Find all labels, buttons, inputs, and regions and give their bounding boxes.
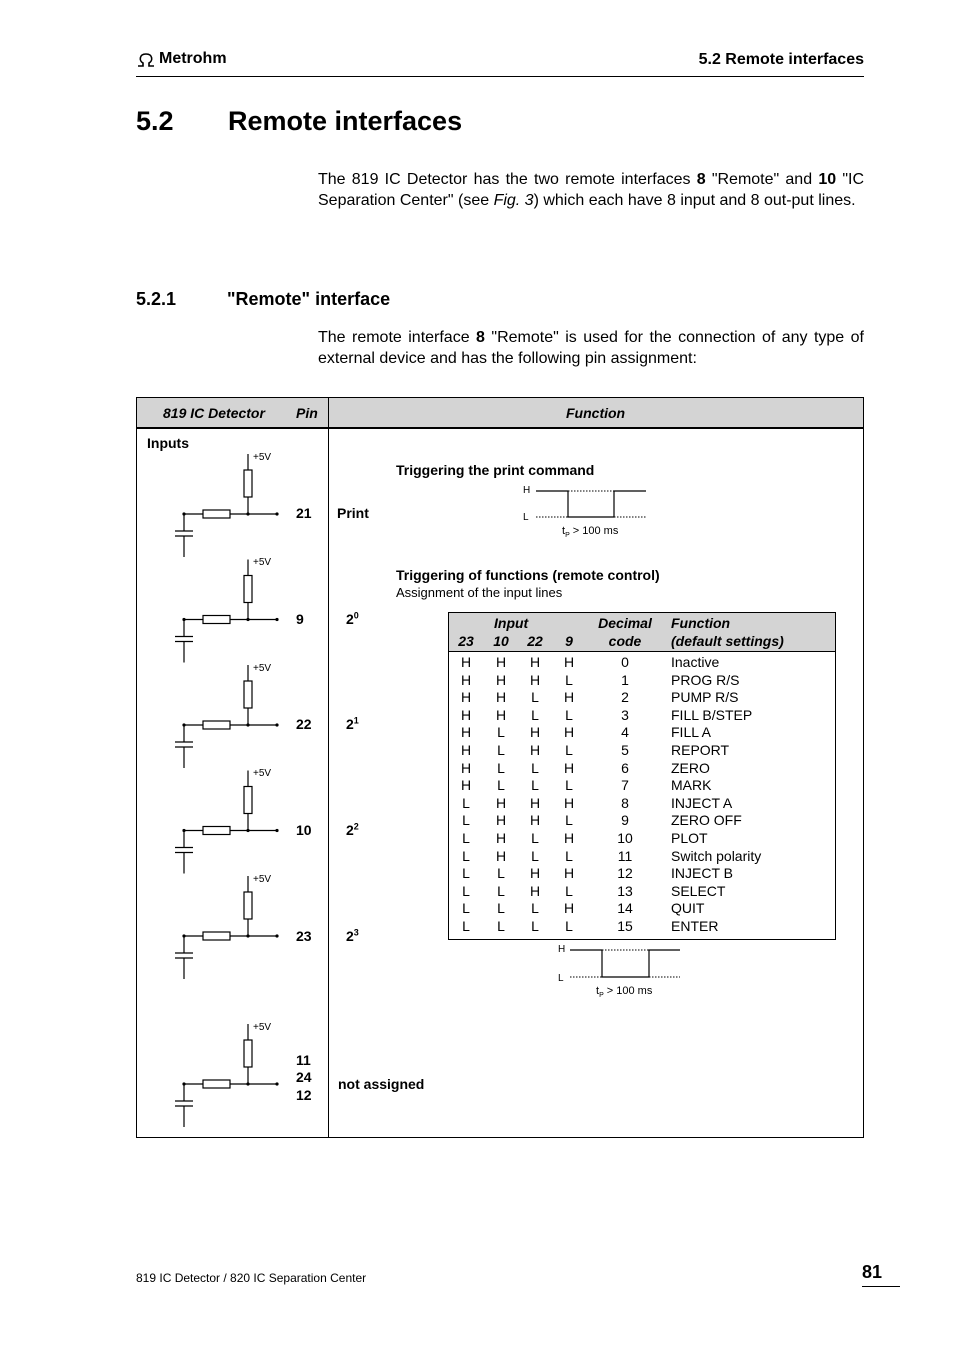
- function-name: PLOT: [671, 830, 708, 846]
- sub-text-2: "Remote" is used for the connection of any type of external device and has the following pin assignment:: [318, 329, 864, 367]
- bit-level: L: [531, 847, 539, 864]
- bit-level: H: [563, 759, 575, 776]
- function-name: FILL B/STEP: [671, 706, 753, 723]
- bit-exponent: 1: [353, 715, 359, 726]
- code-row: [449, 795, 835, 813]
- hdr-code: code: [608, 633, 642, 649]
- function-name: PROG R/S: [671, 671, 740, 688]
- function-name: INJECT A: [671, 794, 733, 811]
- bit-level: L: [462, 900, 470, 917]
- bit-level: H: [563, 724, 575, 741]
- pulse-t-rest: > 100 ms: [569, 525, 619, 537]
- function-name: INJECT B: [671, 865, 733, 882]
- pulse-t: t: [562, 525, 566, 537]
- bit-level: H: [460, 777, 472, 794]
- col-pin: Pin: [296, 405, 318, 421]
- page-number-rule: [862, 1286, 900, 1287]
- bit-level: L: [497, 918, 505, 934]
- bit-level: H: [495, 654, 507, 670]
- bit-level: H: [460, 654, 472, 670]
- bit-level: H: [460, 724, 472, 741]
- bit-level: H: [529, 654, 541, 670]
- code-row: [449, 900, 835, 918]
- bit-level: L: [531, 918, 539, 934]
- bit-level: H: [495, 794, 507, 811]
- inputs-label: Inputs: [147, 435, 189, 451]
- bit-level: H: [529, 865, 541, 882]
- subsection-paragraph: [318, 327, 864, 369]
- decimal-code: 11: [617, 847, 633, 864]
- function-name: REPORT: [671, 742, 730, 758]
- function-name: ZERO OFF: [671, 812, 742, 829]
- bit-level: L: [497, 882, 505, 899]
- bit-level: H: [529, 742, 541, 758]
- bit-level: L: [565, 812, 573, 829]
- pulse-low-label: L: [523, 512, 529, 523]
- pin-number: 24: [296, 1069, 312, 1085]
- pin-number: 22: [296, 716, 312, 732]
- decimal-code: 5: [621, 742, 629, 758]
- intro-fig-ref: Fig. 3: [493, 192, 534, 209]
- intro-bold-8: 8: [696, 171, 706, 188]
- decimal-code: 14: [617, 900, 633, 917]
- code-row: [449, 742, 835, 760]
- bit-level: L: [462, 865, 470, 882]
- supply-label: +5V: [253, 874, 272, 885]
- subsection-text: "Remote" interface: [227, 289, 391, 309]
- bit-level: L: [531, 900, 539, 917]
- bit-level: L: [462, 830, 470, 846]
- pin-number: 23: [296, 928, 312, 944]
- bit-level: L: [565, 671, 573, 688]
- code-row: [449, 777, 835, 795]
- code-row: [449, 689, 835, 707]
- metrohm-omega-icon: [136, 51, 156, 67]
- bit-level: L: [462, 847, 470, 864]
- bit-weight-3: [346, 928, 359, 944]
- pulse-duration: [596, 985, 652, 999]
- bit-level: L: [565, 882, 573, 899]
- bit-weight-2: [346, 822, 359, 838]
- bit-exponent: 3: [353, 927, 359, 938]
- bit-level: L: [565, 777, 573, 794]
- supply-label: +5V: [253, 663, 272, 674]
- brand-logo: [136, 50, 227, 68]
- input-code-header: [449, 613, 835, 652]
- bit-level: L: [565, 706, 573, 723]
- bit-level: H: [563, 654, 575, 670]
- pin-number: 9: [296, 611, 304, 627]
- bit-level: L: [462, 882, 470, 899]
- pulse-duration: [562, 525, 618, 539]
- intro-text-1: The 819 IC Detector has the two remote interfaces: [318, 171, 697, 188]
- code-row: [449, 724, 835, 742]
- code-row: [449, 918, 835, 936]
- bit-level: H: [460, 742, 472, 758]
- bit-level: H: [563, 794, 575, 811]
- pulse-t-sub: P: [599, 992, 604, 1000]
- decimal-code: 7: [621, 777, 629, 794]
- page-number: 81: [862, 1262, 883, 1282]
- bit-level: L: [497, 900, 505, 917]
- bit-base: 2: [346, 822, 354, 838]
- bit-level: H: [460, 689, 472, 706]
- supply-label: +5V: [253, 557, 272, 568]
- intro-bold-10: 10: [818, 171, 837, 188]
- bit-level: H: [529, 724, 541, 741]
- bit-level: H: [495, 671, 507, 688]
- function-name: MARK: [671, 777, 712, 794]
- bit-level: H: [529, 671, 541, 688]
- bit-weight-0: [346, 611, 359, 627]
- intro-text-2: "Remote" and: [705, 171, 819, 188]
- bit-level: H: [495, 812, 507, 829]
- title-number: 5.2: [136, 106, 174, 136]
- bit-level: H: [495, 706, 507, 723]
- code-row: [449, 812, 835, 830]
- pulse-low-label: L: [558, 973, 564, 984]
- pin-number: 12: [296, 1087, 312, 1103]
- code-row: [449, 672, 835, 690]
- function-name: PUMP R/S: [671, 689, 739, 706]
- supply-label: +5V: [253, 452, 272, 463]
- print-pulse-diagram: [536, 486, 650, 522]
- pulse-t-rest: > 100 ms: [603, 985, 653, 997]
- bit-level: H: [563, 830, 575, 846]
- bit-exponent: 0: [353, 610, 359, 621]
- header-rule: [136, 76, 864, 77]
- sub-bold-8: 8: [476, 329, 485, 346]
- function-name: FILL A: [671, 724, 711, 741]
- hdr-bit: 23: [458, 633, 474, 649]
- col-detector: 819 IC Detector: [163, 405, 265, 421]
- decimal-code: 10: [617, 830, 633, 846]
- bit-level: H: [460, 671, 472, 688]
- bit-level: L: [531, 706, 539, 723]
- decimal-code: 1: [621, 671, 629, 688]
- function-name: Switch polarity: [671, 847, 762, 864]
- function-pulse-diagram: [570, 945, 684, 981]
- bit-level: H: [460, 706, 472, 723]
- function-name: Inactive: [671, 654, 720, 670]
- decimal-code: 0: [621, 654, 629, 670]
- decimal-code: 15: [617, 918, 633, 934]
- bit-level: L: [531, 759, 539, 776]
- supply-label: +5V: [253, 1022, 272, 1033]
- pin-number: 11: [296, 1052, 311, 1068]
- bit-level: L: [497, 759, 505, 776]
- intro-text-4: ) which each have 8 input and 8 out-put lines.: [533, 192, 856, 209]
- bit-level: L: [497, 724, 505, 741]
- bit-level: H: [563, 865, 575, 882]
- bit-level: H: [529, 812, 541, 829]
- function-name: ZERO: [671, 759, 710, 776]
- bit-level: L: [565, 742, 573, 758]
- trigger-func-subtitle: Assignment of the input lines: [396, 585, 563, 600]
- bit-level: L: [565, 847, 573, 864]
- bit-level: L: [531, 689, 539, 706]
- decimal-code: 8: [621, 794, 629, 811]
- decimal-code: 2: [621, 689, 629, 706]
- bit-level: H: [563, 900, 575, 917]
- bit-level: L: [462, 794, 470, 811]
- pin-number: 10: [296, 822, 312, 838]
- hdr-input: Input: [494, 615, 529, 631]
- bit-level: L: [497, 865, 505, 882]
- input-circuit-schematic: [137, 440, 327, 1140]
- hdr-default: (default settings): [671, 633, 784, 649]
- sub-text-1: The remote interface: [318, 329, 477, 346]
- running-header: 5.2 Remote interfaces: [698, 51, 864, 68]
- intro-paragraph: [318, 169, 864, 211]
- hdr-function: Function: [671, 615, 731, 631]
- pulse-high-label: H: [558, 944, 566, 955]
- not-assigned-label: not assigned: [338, 1076, 425, 1092]
- decimal-code: 4: [621, 724, 629, 741]
- bit-level: H: [460, 759, 472, 776]
- input-code-table: [448, 612, 836, 940]
- bit-level: H: [563, 689, 575, 706]
- code-row: [449, 830, 835, 848]
- bit-exponent: 2: [353, 821, 359, 832]
- decimal-code: 13: [617, 882, 633, 899]
- bit-level: H: [495, 847, 507, 864]
- function-name: QUIT: [671, 900, 705, 917]
- function-name: ENTER: [671, 918, 719, 934]
- bit-level: L: [497, 742, 505, 758]
- intro-text-3: "IC Separation Center" (see: [318, 171, 864, 209]
- col-function: Function: [566, 405, 626, 421]
- hdr-bit: 9: [565, 633, 573, 649]
- subsection-number: 5.2.1: [136, 289, 177, 309]
- code-row: [449, 883, 835, 901]
- code-row: [449, 848, 835, 866]
- bit-level: L: [531, 830, 539, 846]
- bit-level: L: [497, 777, 505, 794]
- bit-base: 2: [346, 611, 354, 627]
- title-text: Remote interfaces: [228, 106, 463, 136]
- footer-doc-title: 819 IC Detector / 820 IC Separation Center: [136, 1271, 367, 1285]
- pin-number: 21: [296, 505, 312, 521]
- bit-level: L: [462, 812, 470, 829]
- pulse-t-sub: P: [565, 532, 570, 540]
- bit-level: H: [495, 689, 507, 706]
- decimal-code: 9: [621, 812, 629, 829]
- hdr-decimal: Decimal: [598, 615, 652, 631]
- code-row: [449, 760, 835, 778]
- trigger-print-title: Triggering the print command: [396, 462, 595, 478]
- bit-level: H: [495, 830, 507, 846]
- bit-level: H: [529, 794, 541, 811]
- decimal-code: 3: [621, 706, 629, 723]
- bit-level: L: [462, 918, 470, 934]
- bit-base: 2: [346, 716, 354, 732]
- decimal-code: 6: [621, 759, 629, 776]
- table-header: [137, 398, 863, 429]
- bit-level: L: [531, 777, 539, 794]
- decimal-code: 12: [617, 865, 633, 882]
- hdr-bit: 10: [493, 633, 509, 649]
- page-title: [136, 106, 462, 137]
- bit-level: L: [565, 918, 573, 934]
- code-row: [449, 707, 835, 725]
- logo-text: Metrohm: [159, 50, 227, 67]
- function-name: SELECT: [671, 882, 726, 899]
- bit-level: H: [529, 882, 541, 899]
- bit-weight-1: [346, 716, 359, 732]
- code-row: [449, 654, 835, 672]
- code-row: [449, 865, 835, 883]
- hdr-bit: 22: [527, 633, 543, 649]
- supply-label: +5V: [253, 768, 272, 779]
- pulse-high-label: H: [523, 485, 531, 496]
- column-divider: [328, 398, 329, 1137]
- pulse-t: t: [596, 985, 600, 997]
- trigger-func-title: Triggering of functions (remote control): [396, 567, 660, 583]
- subsection-title: [136, 289, 390, 310]
- print-label: Print: [337, 505, 369, 521]
- bit-base: 2: [346, 928, 354, 944]
